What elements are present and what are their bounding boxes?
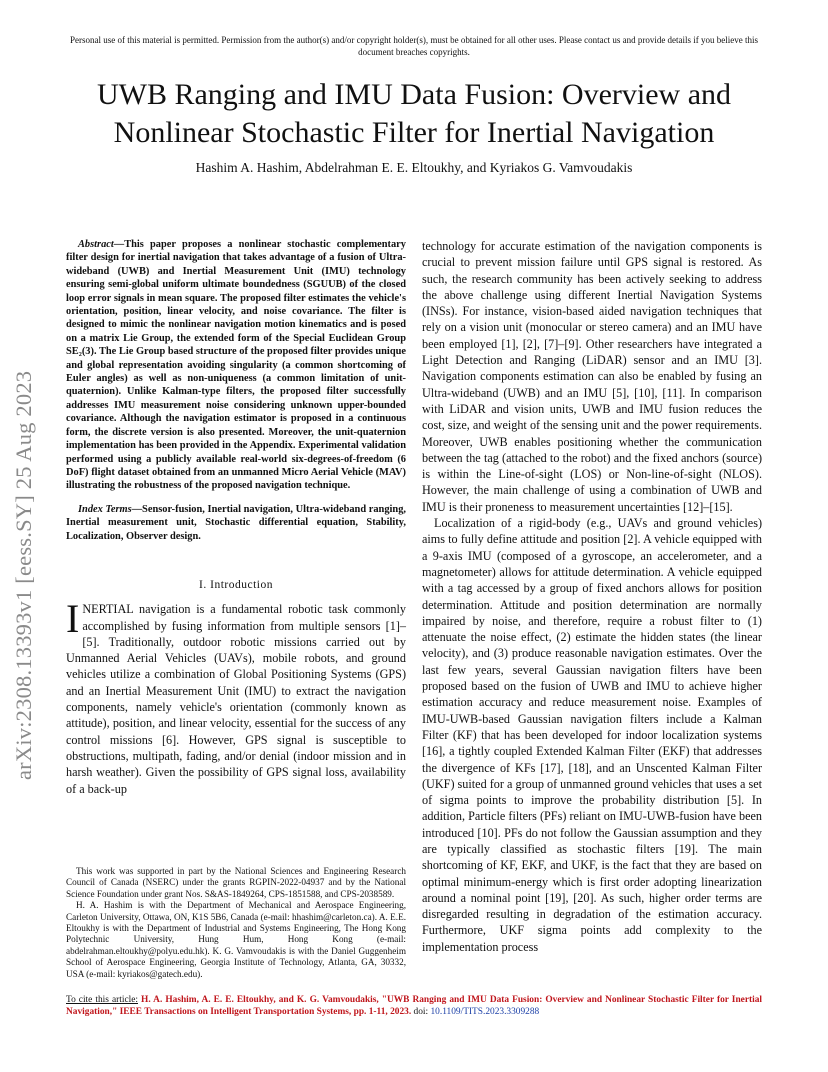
section-heading-introduction: I. Introduction [199, 578, 273, 591]
arxiv-watermark: arXiv:2308.13393v1 [eess.SY] 25 Aug 2023 [11, 370, 36, 780]
intro-text: NERTIAL navigation is a fundamental robotic task commonly accomplished by fusing information from multiple sensors [1]–[5]. Traditionally, outdoor robotic missions carried out by Unmanned Aerial Vehicles (UAVs), mobile robots, and ground vehicles utilize a combination of Global Positioning Systems (GPS) and an Inertial Measurement Unit (IMU) to extract the navigation components, namely vehicle's orientation (commonly known as attitude), position, and linear velocity, essential for the success of any control missions [6]. However, GPS signal is susceptible to obstructions, multipath, fading, and/or denial (indoor mission and in harsh weather). Given the possibility of GPS signal loss, availability of a back-up [66, 602, 406, 796]
drop-cap: I [66, 596, 80, 642]
author-list: Hashim A. Hashim, Abdelrahman E. E. Eltoukhy, and Kyriakos G. Vamvoudakis [195, 160, 633, 175]
body-paragraph: Localization of a rigid-body (e.g., UAVs and ground vehicles) aims to fully define attitude and position [2]. A vehicle equipped with a 9-axis IMU (composed of a gyroscope, an accelerometer, and a magnetometer) allows for attitude determination. A vehicle equipped with a tag accessed by a group of fixed anchors allows for position determination. Attitude and position determination are normally impaired by noise, and therefore, require a robust filter to (1) attenuate the noise effect, (2) estimate the hidden states (the linear velocity), and (3) produce reasonable navigation estimates. Over the last few years, several Gaussian navigation filters have been proposed based on the fusion of UWB and IMU to achieve higher estimation accuracy and reduce measurement noise. Examples of IMU-UWB-based Gaussian navigation filters include a Kalman Filter (KF) that has been developed for indoor localization systems [16], a tightly coupled Extended Kalman Filter (EKF) that addresses the divergence of KFs [17], [18], and an Unscented Kalman Filter (UKF) suited for a group of unmanned ground vehicles that uses a set of sigma points to improve the probability distribution [5]. In addition, Particle filters (PFs) reliant on IMU-UWB-fusion have been introduced [10]. PFs do not follow the Gaussian assumption and they are typically classified as stochastic filters [19]. The main shortcoming of KF, EKF, and UKF, is the fact that they are based on optimal minimum-energy which is first order adopting linearization around a nominal point [19], [20]. As such, higher order terms are disregarded resulting in degradation of the estimation accuracy. Furthermore, UKF sigma points add complexity to the implementation process [422, 516, 762, 954]
footnote-affiliations: H. A. Hashim is with the Department of Mechanical and Aerospace Engineering, Carleton University, Ottawa, ON, K1S 5B6, Canada (e-mail: hhashim@carleton.ca). A. E.E. Eltoukhy is with the Department of Industrial and Systems Engineering, The Hong Kong Polytechnic University, Hung Hum, Hong Kong (e-mail: abdelrahman.eltoukhy@polyu.edu.hk). K. G. Vamvoudakis is with the Daniel Guggenheim School of Aerospace Engineering, Georgia Institute of Technology, Atlanta, GA, 30332, USA (e-mail: kyriakos@gatech.edu). [66, 900, 406, 979]
doi-label: doi: [413, 1007, 429, 1017]
left-column [66, 238, 406, 797]
citation-reference[interactable]: H. A. Hashim, A. E. E. Eltoukhy, and K. G. Vamvoudakis, "UWB Ranging and IMU Data Fusion: Overview and Nonlinear Stochastic Filter for Inertial Navigation," IEEE Transactions on Intelligent Transportation Systems, pp. 1-11, 2023. [66, 995, 763, 1017]
abstract-label: Abstract [78, 239, 114, 250]
doi-link[interactable]: 10.1109/TITS.2023.3309288 [430, 1007, 540, 1017]
intro-paragraph [66, 596, 406, 797]
abstract-text: —This paper proposes a nonlinear stochastic complementary filter design for inertial navigation that takes advantage of a fusion of Ultra-wideband (UWB) and Inertial Measurement Unit (IMU) technology ensuring semi-global uniform ultimate boundedness (SGUUB) of the closed loop error signals in mean square. The proposed filter estimates the vehicle's orientation, position, linear velocity, and noise covariance. The filter is designed to mimic the nonlinear navigation motion kinematics and is posed on a matrix Lie Group, the extended form of the Special Euclidean Group SE₂(3). The Lie Group based structure of the proposed filter provides unique and global representation avoiding singularity (a common shortcoming of Euler angles) as well as non-uniqueness (a common limitation of unit-quaternion). Unlike Kalman-type filters, the proposed filter successfully addresses IMU measurement noise considering unknown upper-bounded covariance. Although the navigation estimator is proposed in a continuous form, the discrete version is also presented. Moreover, the unit-quaternion implementation has been provided in the Appendix. Experimental validation performed using a publicly available real-world six-degrees-of-freedom (6 DoF) flight dataset obtained from an unmanned Micro Aerial Vehicle (MAV) illustrating the robustness of the proposed navigation technique. [66, 239, 406, 492]
index-terms [66, 503, 406, 543]
abstract [66, 238, 406, 493]
right-column [422, 238, 762, 955]
copyright-notice: Personal use of this material is permitted. Permission from the author(s) and/or copyright holder(s), must be obtained for all other uses. Please contact us and provide details if you believe this document breaches copyrights. [69, 35, 759, 57]
paper-title: UWB Ranging and IMU Data Fusion: Overview and Nonlinear Stochastic Filter for Inertial Navigation [96, 78, 732, 149]
body-paragraph: technology for accurate estimation of the navigation components is crucial to prevent mission failure until GPS signal is restored. As such, the research community has been actively seeking to address the above challenge using different Inertial Navigation Systems (INSs). For instance, vision-based aided navigation techniques that rely on a vision unit (monocular or stereo camera) and an IMU have been employed [1], [2], [7]–[9]. Other researchers have integrated a Light Detection and Ranging (LiDAR) sensor and an IMU [3]. Navigation components estimation can also be enabled by fusing an Ultra-wideband (UWB) and an IMU [5], [10], [11]. In comparison with LiDAR and vision units, UWB and IMU fusion reduces the cost, size, and weight of the sensing unit and the power requirements. Moreover, UWB enables positioning whether the communication between the tag (attached to the robot) and the fixed anchors (source) is within the Line-of-sight (LOS) or Non-line-of-sight (NLOS). However, the main challenge of using a combination of UWB and IMU is their proneness to measurement uncertainties [12]–[15]. [422, 239, 762, 514]
index-terms-label: Index Terms [78, 503, 132, 515]
footnote-funding: This work was supported in part by the National Sciences and Engineering Research Council of Canada (NSERC) under the grants RGPIN-2022-04937 and by the National Science Foundation under grant Nos. S&AS-1849264, CPS-1851588, and CPS-2038589. [66, 866, 406, 899]
citation-line [66, 994, 762, 1018]
index-terms-text: —Sensor-fusion, Inertial navigation, Ultra-wideband ranging, Inertial measurement unit, Stochastic differential equation, Stability, Localization, Observer design. [66, 503, 406, 542]
footnotes [66, 866, 406, 980]
citation-lead: To cite this article: [66, 995, 138, 1005]
